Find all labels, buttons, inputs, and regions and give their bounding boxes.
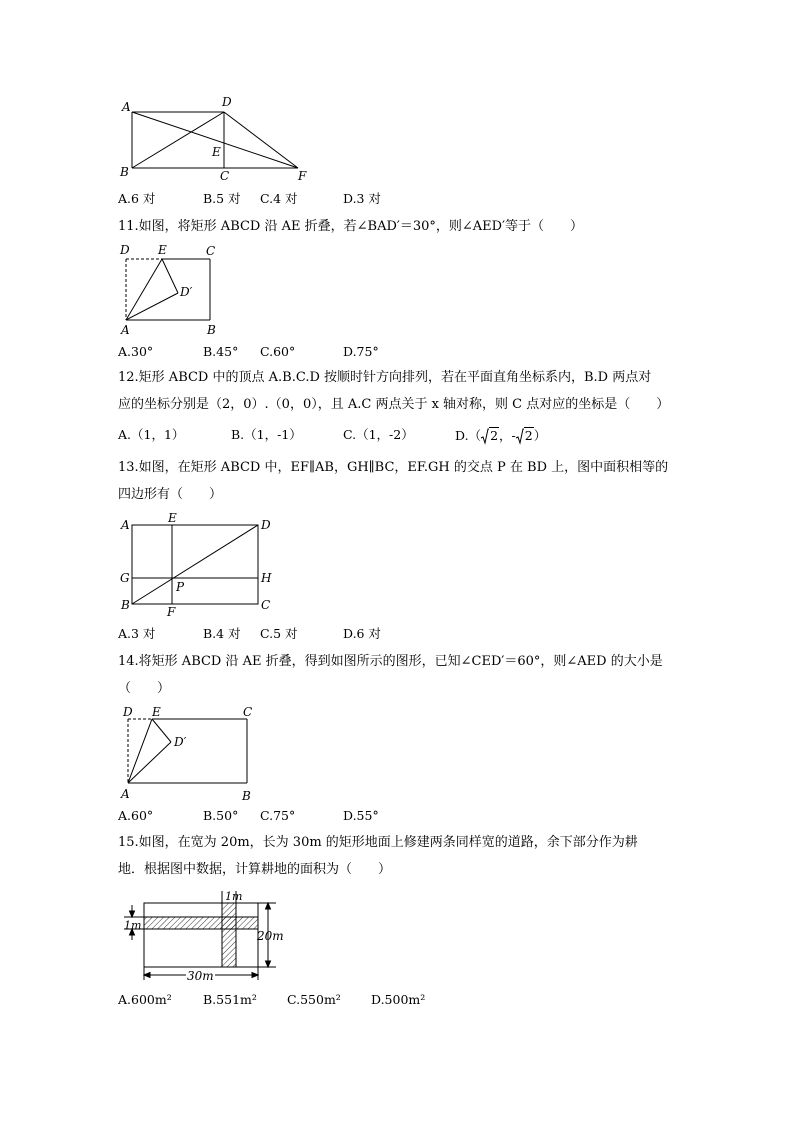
q14-label-C: C <box>243 705 253 719</box>
q15-option-c: C.550m² <box>287 992 341 1007</box>
q11-label-Dprime: D′ <box>180 285 193 299</box>
q12-option-d-mid: ，- <box>499 428 516 443</box>
q15-option-b: B.551m² <box>203 992 257 1007</box>
fig10-label-B: B <box>120 165 129 179</box>
q14-option-d: D.55° <box>343 808 379 823</box>
q15-option-a: A.600m² <box>118 992 172 1007</box>
q13-label-H: H <box>261 571 272 585</box>
q12-option-a: A.（1，1） <box>118 427 185 442</box>
q15-label-left-1m: 1m <box>124 919 142 932</box>
sqrt-radicand: 2 <box>490 428 499 443</box>
q14-option-c: C.75° <box>260 808 296 823</box>
fig10-label-E: E <box>212 145 221 159</box>
q14-line-2: （ ） <box>118 681 171 696</box>
q14-label-E: E <box>152 705 161 719</box>
q13-label-F: F <box>167 605 176 619</box>
q14-option-a: A.60° <box>118 808 154 823</box>
q14-label-D: D <box>123 705 133 719</box>
q13-label-B: B <box>121 598 130 612</box>
q12-option-c: C.（1，-2） <box>343 427 414 442</box>
q13-line-2: 四边形有（ ） <box>118 487 223 502</box>
q15-line-2: 地．根据图中数据，计算耕地的面积为（ ） <box>118 862 392 877</box>
q15-option-d: D.500m² <box>371 992 426 1007</box>
q13-option-c: C.5 对 <box>260 626 298 641</box>
q13-label-C: C <box>261 598 271 612</box>
q14-line-1: 14.将矩形 ABCD 沿 AE 折叠，得到如图所示的图形，已知∠CED′＝60°，则∠AED 的大小是 <box>118 654 663 669</box>
q11-text: 11.如图，将矩形 ABCD 沿 AE 折叠，若∠BAD′＝30°，则∠AED′等于（ ） <box>118 219 584 234</box>
q13-option-a: A.3 对 <box>118 626 156 641</box>
q15-label-30m: 30m <box>187 969 214 983</box>
q15-line-1: 15.如图，在宽为 20m，长为 30m 的矩形地面上修建两条同样宽的道路，余下部分作为耕 <box>118 835 638 850</box>
q11-label-C: C <box>206 244 216 258</box>
q11-option-d: D.75° <box>343 344 379 359</box>
q13-label-D: D <box>261 518 271 532</box>
q12-option-d-prefix: D.（ <box>455 428 482 443</box>
q13-label-E: E <box>168 511 177 525</box>
q15-label-20m: 20m <box>257 929 284 943</box>
q13-label-A: A <box>121 518 130 532</box>
q11-option-a: A.30° <box>118 344 154 359</box>
q12-option-d-suffix: ） <box>533 428 547 443</box>
q12-option-b: B.（1，-1） <box>231 427 302 442</box>
q11-label-A: A <box>121 323 130 337</box>
q14-label-A: A <box>121 787 130 801</box>
q13-option-d: D.6 对 <box>343 626 381 641</box>
fig10-label-F: F <box>298 169 307 183</box>
sqrt-radicand: 2 <box>524 428 533 443</box>
q14-option-b: B.50° <box>203 808 239 823</box>
q12-line-1: 12.矩形 ABCD 中的顶点 A.B.C.D 按顺时针方向排列，若在平面直角坐标系内，B.D 两点对 <box>118 370 652 385</box>
q13-label-P: P <box>176 580 185 594</box>
q11-label-E: E <box>158 243 167 257</box>
q11-label-B: B <box>207 323 216 337</box>
q13-option-b: B.4 对 <box>203 626 241 641</box>
q11-label-D: D <box>120 243 130 257</box>
fig10-label-A: A <box>122 100 131 114</box>
q14-label-B: B <box>242 789 251 803</box>
q13-line-1: 13.如图，在矩形 ABCD 中，EF∥AB，GH∥BC，EF.GH 的交点 P 在 BD 上，图中面积相等的 <box>118 460 669 475</box>
q10-option-a: A.6 对 <box>118 191 156 206</box>
q12-line-2: 应的坐标分别是（2，0）.（0，0），且 A.C 两点关于 x 轴对称，则 C 点对应的坐标是（ ） <box>118 397 670 412</box>
q11-option-b: B.45° <box>203 344 239 359</box>
q10-option-d: D.3 对 <box>343 191 381 206</box>
fig10-label-C: C <box>220 169 230 183</box>
q15-label-top-1m: 1m <box>225 890 243 903</box>
q10-option-c: C.4 对 <box>260 191 298 206</box>
q13-label-G: G <box>120 571 130 585</box>
q14-label-Dprime: D′ <box>174 735 187 749</box>
q11-option-c: C.60° <box>260 344 296 359</box>
q10-option-b: B.5 对 <box>203 191 241 206</box>
fig10-label-D: D <box>222 95 232 109</box>
